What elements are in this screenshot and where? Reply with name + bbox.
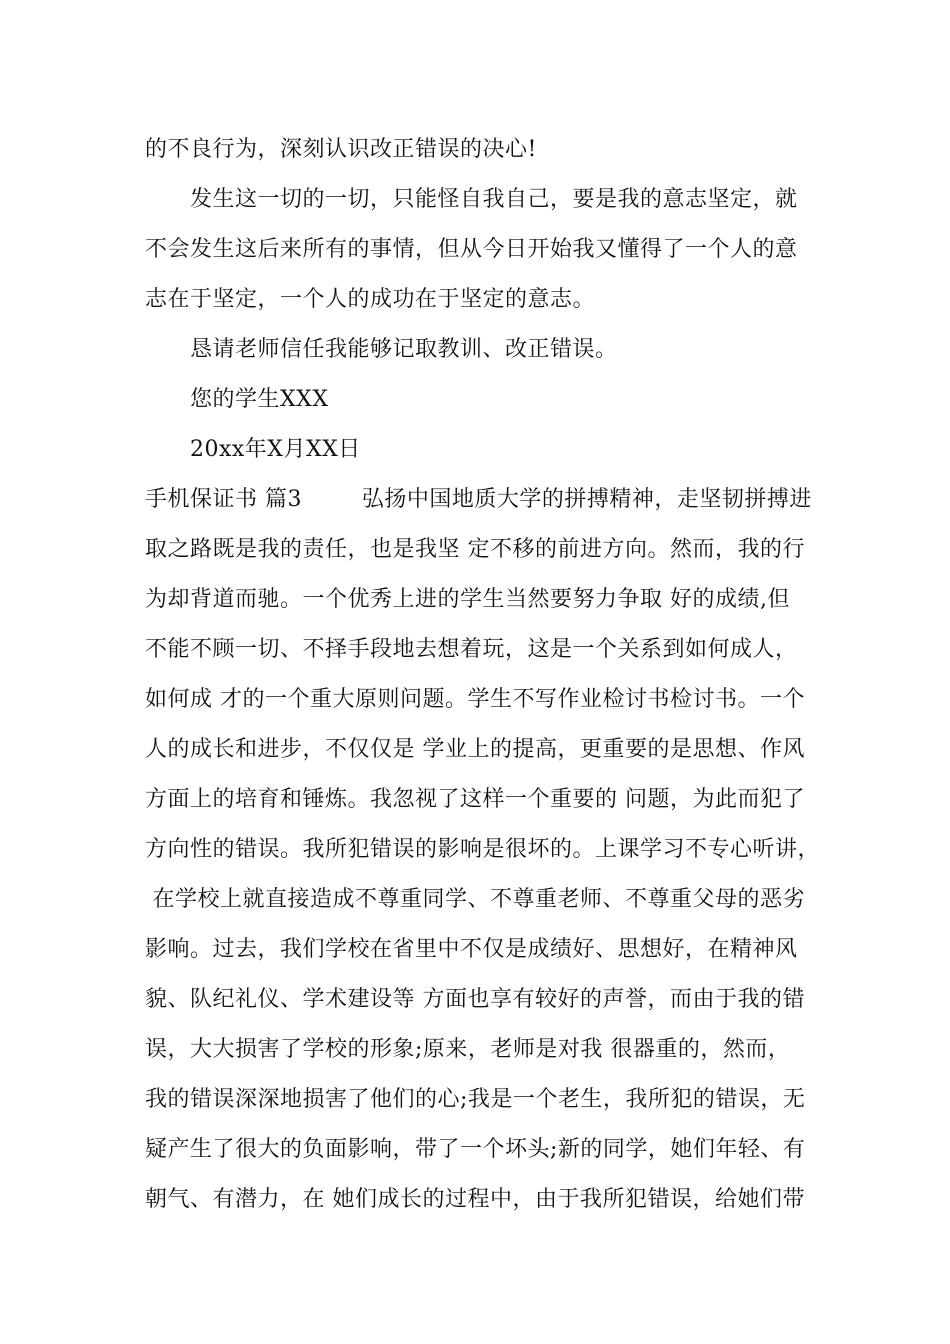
text-line: 我的错误深深地损害了他们的心;我是一个老生，我所犯的错误，无 [145, 1087, 806, 1112]
date-line: 20xx年X月XX日 [190, 437, 361, 462]
text-line: 为却背道而驰。一个优秀上进的学生当然要努力争取 好的成绩,但 [145, 587, 790, 612]
text-line: 疑产生了很大的负面影响，带了一个坏头;新的同学，她们年轻、有 [145, 1137, 806, 1162]
text-line: 朝气、有潜力，在 她们成长的过程中，由于我所犯错误，给她们带 [145, 1187, 805, 1212]
text-line: 人的成长和进步，不仅仅是 学业上的提高，更重要的是思想、作风 [145, 737, 805, 762]
text-line: 的不良行为，深刻认识改正错误的决心! [145, 137, 537, 162]
text-line: 误，大大损害了学校的形象;原来，老师是对我 很器重的，然而， [145, 1037, 791, 1062]
text-line: 不会发生这后来所有的事情，但从今日开始我又懂得了一个人的意 [145, 237, 798, 262]
text-line: 取之路既是我的责任，也是我坚 定不移的前进方向。然而，我的行 [145, 537, 805, 562]
text-line: 貌、队纪礼仪、学术建设等 方面也享有较好的声誉，而由于我的错 [145, 987, 805, 1012]
text-line: 方面上的培育和锤炼。我忽视了这样一个重要的 问题，为此而犯了 [145, 787, 805, 812]
text-line: 在学校上就直接造成不尊重同学、不尊重老师、不尊重父母的恶劣 [145, 887, 805, 912]
text-line: 如何成 才的一个重大原则问题。学生不写作业检讨书检讨书。一个 [145, 687, 805, 712]
signature-line: 您的学生XXX [190, 387, 329, 412]
text-line: 恳请老师信任我能够记取教训、改正错误。 [190, 337, 618, 362]
text-line: 影响。过去，我们学校在省里中不仅是成绩好、思想好，在精神风 [145, 937, 798, 962]
text-line: 不能不顾一切、不择手段地去想着玩，这是一个关系到如何成人， [145, 637, 798, 662]
section-heading-line: 手机保证书 篇3 弘扬中国地质大学的拼搏精神，走坚韧拼搏进 [145, 487, 812, 512]
text-line: 发生这一切的一切，只能怪自我自己，要是我的意志坚定，就 [190, 187, 798, 212]
text-line: 志在于坚定，一个人的成功在于坚定的意志。 [145, 287, 596, 312]
text-line: 方向性的错误。我所犯错误的影响是很坏的。上课学习不专心听讲， [145, 837, 821, 862]
